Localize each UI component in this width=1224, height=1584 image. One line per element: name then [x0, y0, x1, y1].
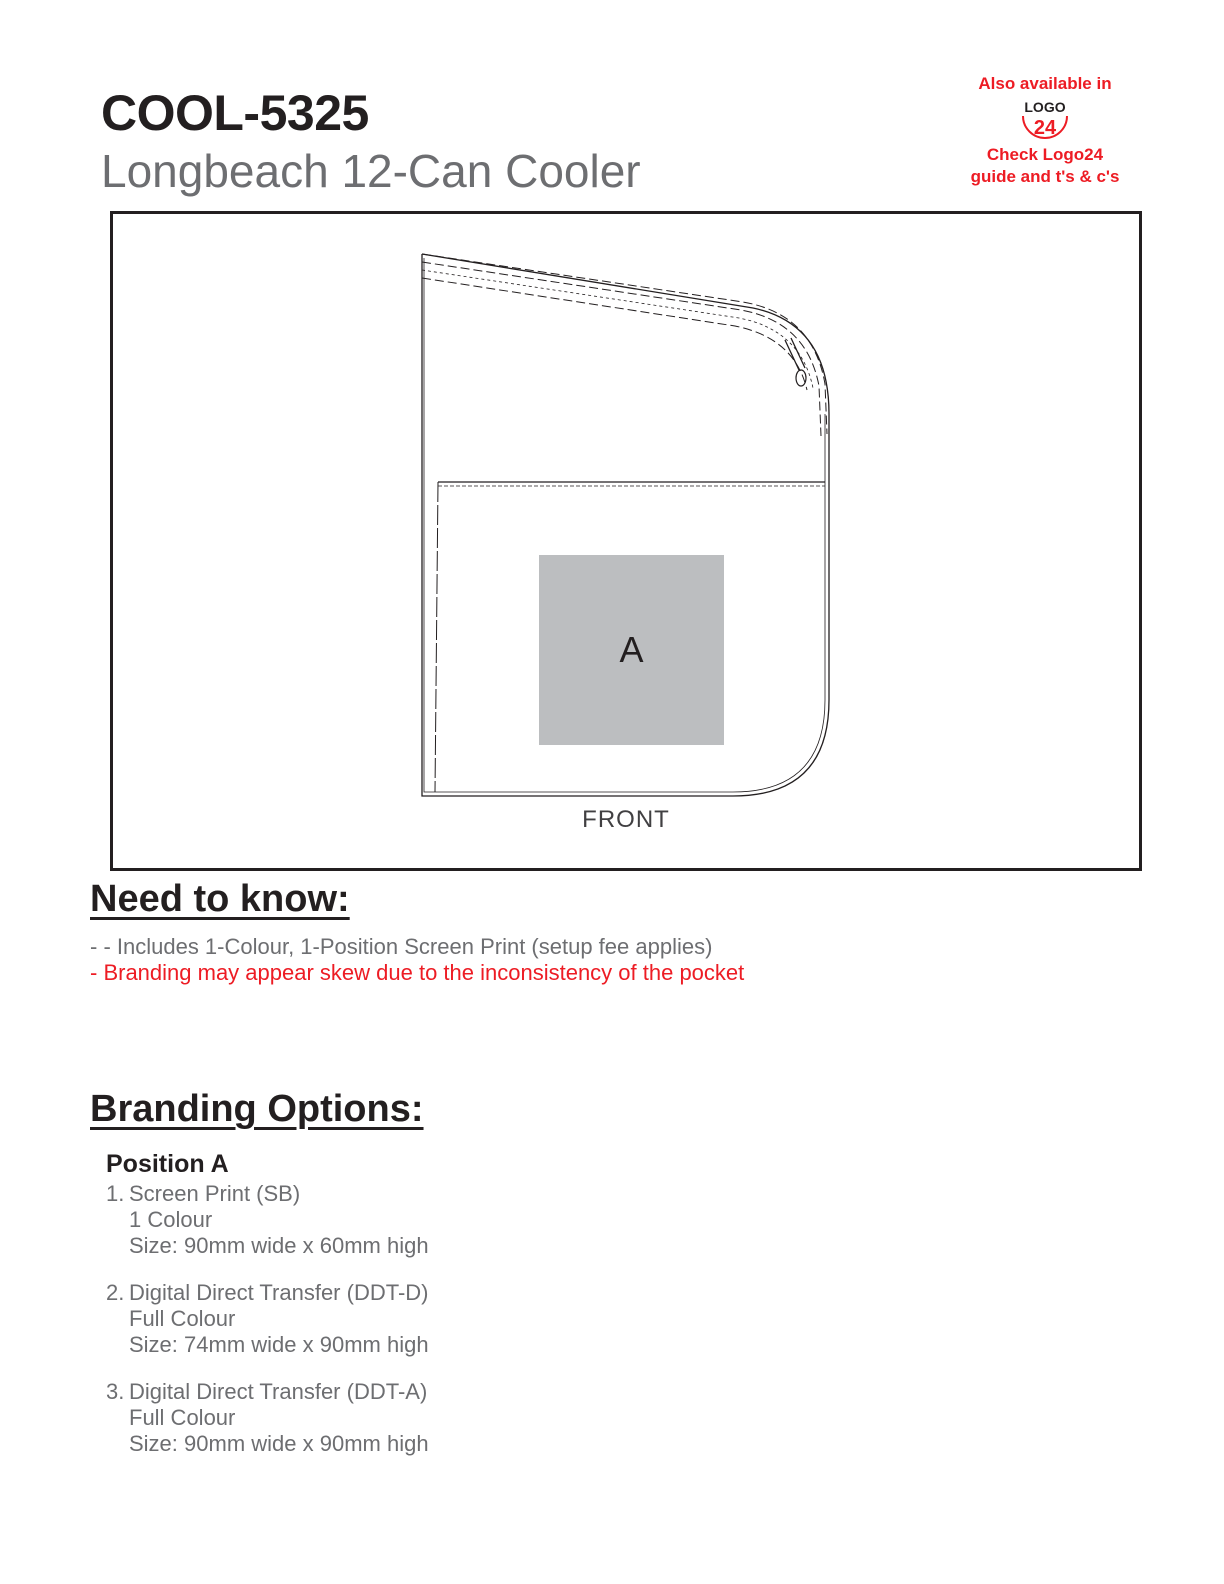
branding-option — [106, 1379, 706, 1457]
note-screen-print: - - Includes 1-Colour, 1-Position Screen Print (setup fee applies) — [90, 934, 713, 959]
cooler-outline-drawing — [113, 214, 1139, 868]
logo24-badge — [950, 74, 1140, 204]
option-method: Digital Direct Transfer (DDT-A) — [129, 1379, 428, 1404]
option-colour: Full Colour — [129, 1306, 236, 1331]
branding-option — [106, 1280, 706, 1358]
logo24-logo-number: 24 — [1033, 117, 1057, 139]
product-drawing-frame — [110, 211, 1142, 871]
option-number: 3. — [106, 1379, 125, 1404]
logo24-bottom-line-2: guide and t's & c's — [970, 167, 1120, 186]
position-a-heading: Position A — [106, 1150, 229, 1178]
option-size: Size: 90mm wide x 60mm high — [129, 1233, 429, 1258]
branding-option — [106, 1181, 706, 1259]
option-size: Size: 74mm wide x 90mm high — [129, 1332, 429, 1357]
print-area-label: A — [619, 629, 644, 670]
option-colour: 1 Colour — [129, 1207, 213, 1232]
view-label-front: FRONT — [582, 806, 670, 833]
logo24-bottom-line-1: Check Logo24 — [986, 145, 1104, 164]
branding-options-heading: Branding Options: — [90, 1088, 424, 1130]
option-size: Size: 90mm wide x 90mm high — [129, 1431, 429, 1456]
logo24-top-text: Also available in — [978, 74, 1112, 93]
product-code: COOL-5325 — [101, 85, 369, 141]
need-to-know-heading: Need to know: — [90, 878, 350, 920]
product-name: Longbeach 12-Can Cooler — [101, 145, 641, 197]
logo24-logo-word: LOGO — [1024, 99, 1066, 115]
print-area-a — [539, 555, 724, 745]
option-method: Digital Direct Transfer (DDT-D) — [129, 1280, 429, 1305]
option-number: 2. — [106, 1280, 125, 1305]
option-number: 1. — [106, 1181, 125, 1206]
option-method: Screen Print (SB) — [129, 1181, 301, 1206]
option-colour: Full Colour — [129, 1405, 236, 1430]
logo24-logo-icon — [1015, 96, 1075, 144]
note-branding-skew-warning: - Branding may appear skew due to the inconsistency of the pocket — [90, 960, 745, 985]
